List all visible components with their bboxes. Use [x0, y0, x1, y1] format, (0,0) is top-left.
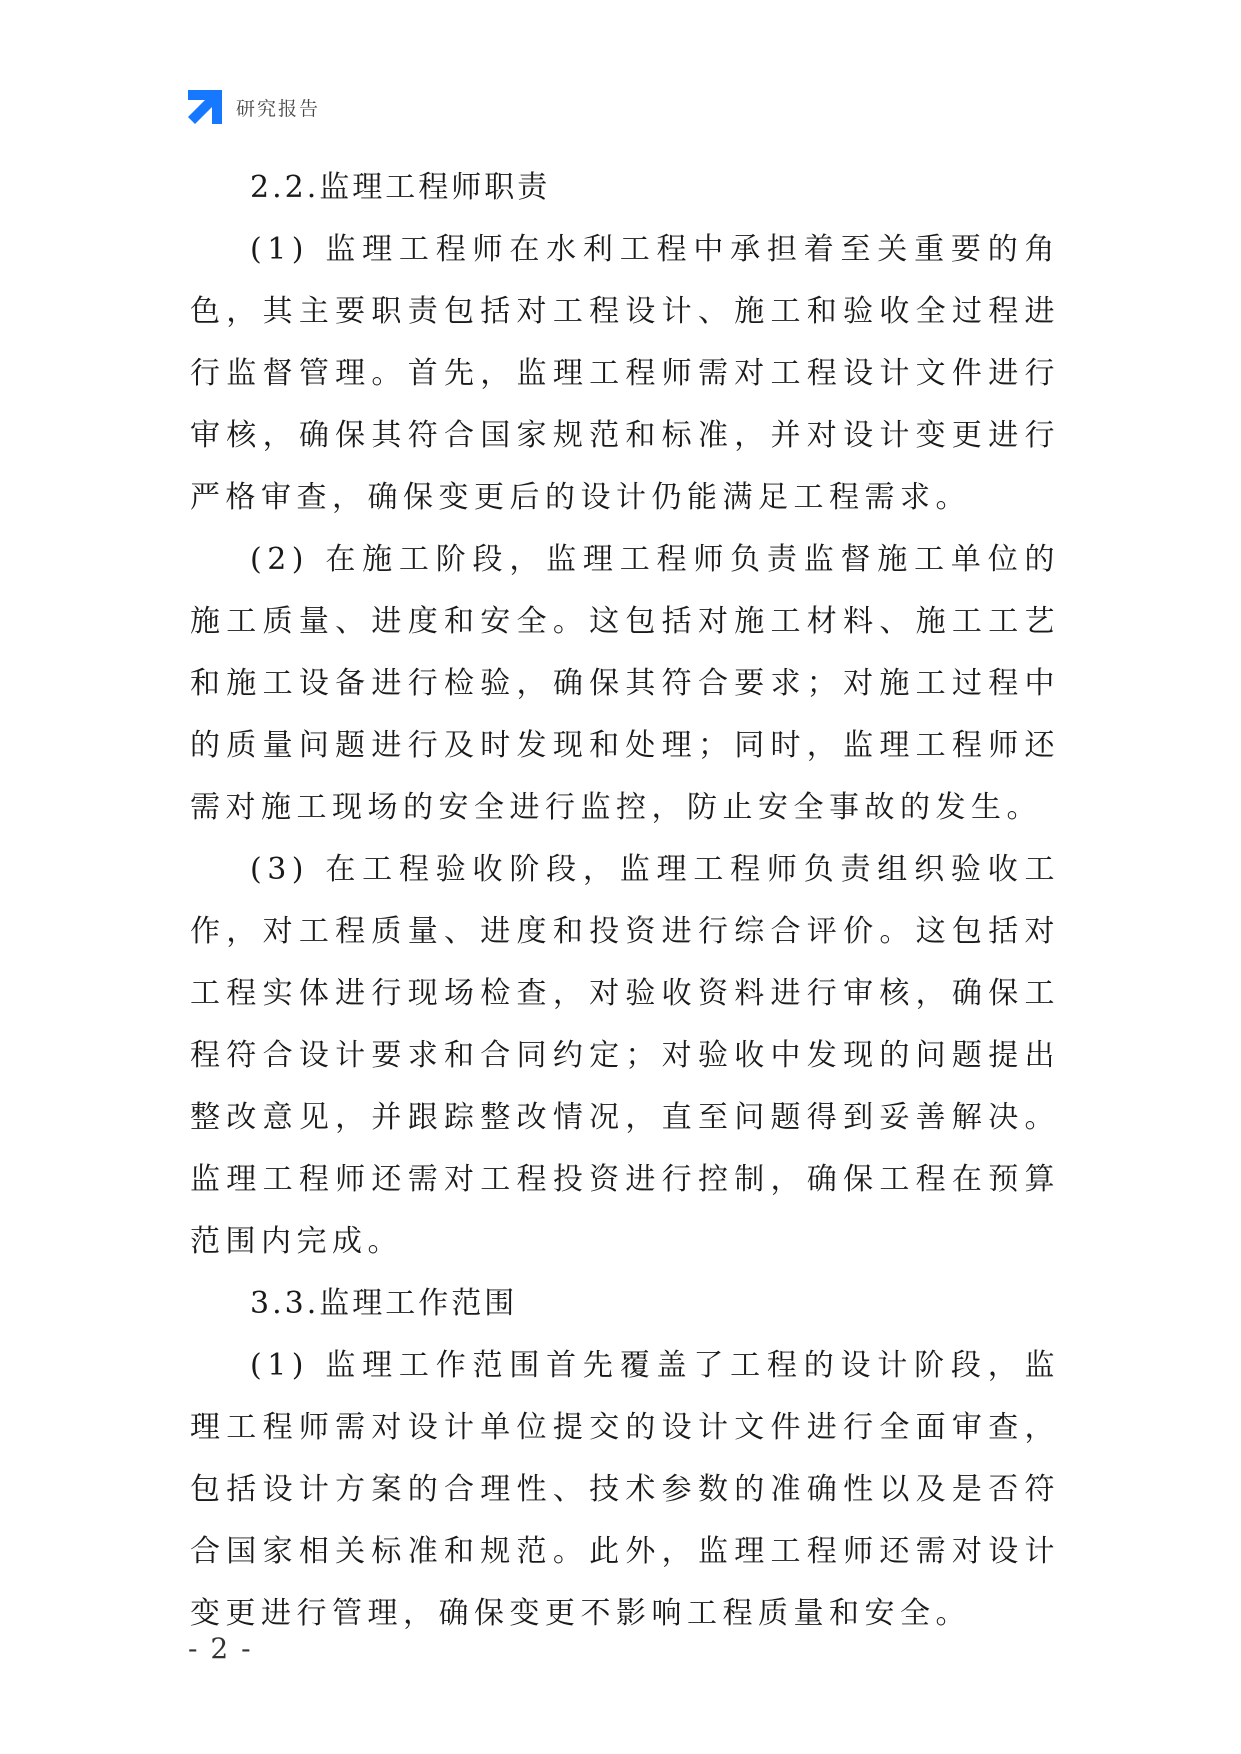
section-heading: 2.2.监理工程师职责: [250, 170, 551, 205]
header-title: 研究报告: [236, 97, 321, 120]
paragraph: (3) 在工程验收阶段，监理工程师负责组织验收工作，对工程质量、进度和投资进行综合评价。这包括对工程实体进行现场检查，对验收资料进行审核，确保工程符合设计要求和合同约定；对验收中发现的问题提出整改意见，并跟踪整改情况，直至问题得到妥善解决。监理工程师还需对工程投资进行控制，确保工程在预算范围内完成。: [190, 852, 1060, 1259]
document-body: [190, 157, 1060, 1645]
page-number: - 2 -: [188, 1632, 253, 1665]
paragraph: (1) 监理工程师在水利工程中承担着至关重要的角色，其主要职责包括对工程设计、施工和验收全过程进行监督管理。首先，监理工程师需对工程设计文件进行审核，确保其符合国家规范和标准，并对设计变更进行严格审查，确保变更后的设计仍能满足工程需求。: [190, 232, 1060, 515]
arrow-up-right-icon: [188, 90, 222, 124]
page-header: [188, 90, 320, 124]
section-heading: 3.3.监理工作范围: [250, 1286, 518, 1321]
paragraph: (2) 在施工阶段，监理工程师负责监督施工单位的施工质量、进度和安全。这包括对施工材料、施工工艺和施工设备进行检验，确保其符合要求；对施工过程中的质量问题进行及时发现和处理；同时，监理工程师还需对施工现场的安全进行监控，防止安全事故的发生。: [190, 542, 1060, 825]
paragraph: (1) 监理工作范围首先覆盖了工程的设计阶段，监理工程师需对设计单位提交的设计文件进行全面审查，包括设计方案的合理性、技术参数的准确性以及是否符合国家相关标准和规范。此外，监理工程师还需对设计变更进行管理，确保变更不影响工程质量和安全。: [190, 1348, 1060, 1631]
